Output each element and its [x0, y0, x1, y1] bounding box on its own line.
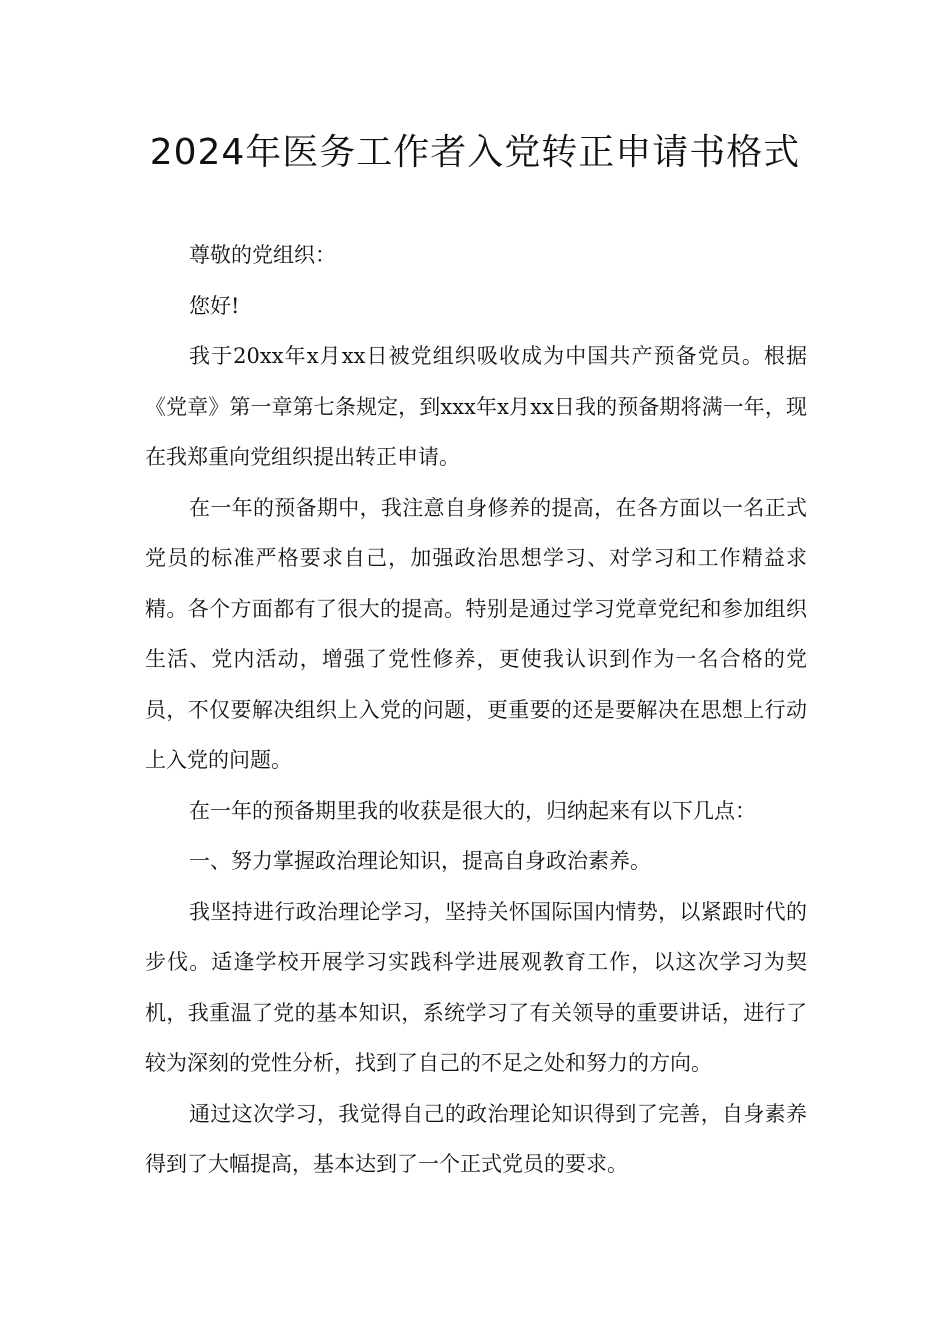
paragraph-summary-intro: 在一年的预备期里我的收获是很大的，归纳起来有以下几点：	[189, 798, 756, 823]
paragraph-theory-study: 我坚持进行政治理论学习，坚持关怀国际国内情势，以紧跟时代的步伐。适逢学校开展学习实践科学进展观教育工作，以这次学习为契机，我重温了党的基本知识，系统学习了有关领导的重要讲话，进行了较为深刻的党性分析，找到了自己的不足之处和努力的方向。	[145, 899, 807, 1075]
document-title: 2024年医务工作者入党转正申请书格式	[149, 132, 801, 173]
paragraph-probation-review: 在一年的预备期中，我注意自身修养的提高，在各方面以一名正式党员的标准严格要求自己，加强政治思想学习、对学习和工作精益求精。各个方面都有了很大的提高。特别是通过学习党章党纪和参加组织生活、党内活动，增强了党性修养，更使我认识到作为一名合格的党员，不仅要解决组织上入党的问题，更重要的还是要解决在思想上行动上入党的问题。	[145, 495, 807, 772]
document-body	[145, 230, 807, 1190]
greeting: 您好!	[189, 293, 240, 318]
salutation: 尊敬的党组织：	[189, 243, 336, 267]
paragraph-application: 我于20xx年x月xx日被党组织吸收成为中国共产预备党员。根据《党章》第一章第七条规定，到xxx年x月xx日我的预备期将满一年，现在我郑重向党组织提出转正申请。	[145, 344, 807, 469]
paragraph-study-result: 通过这次学习，我觉得自己的政治理论知识得到了完善，自身素养得到了大幅提高，基本达到了一个正式党员的要求。	[145, 1101, 807, 1176]
section-heading-1: 一、努力掌握政治理论知识，提高自身政治素养。	[189, 849, 651, 873]
